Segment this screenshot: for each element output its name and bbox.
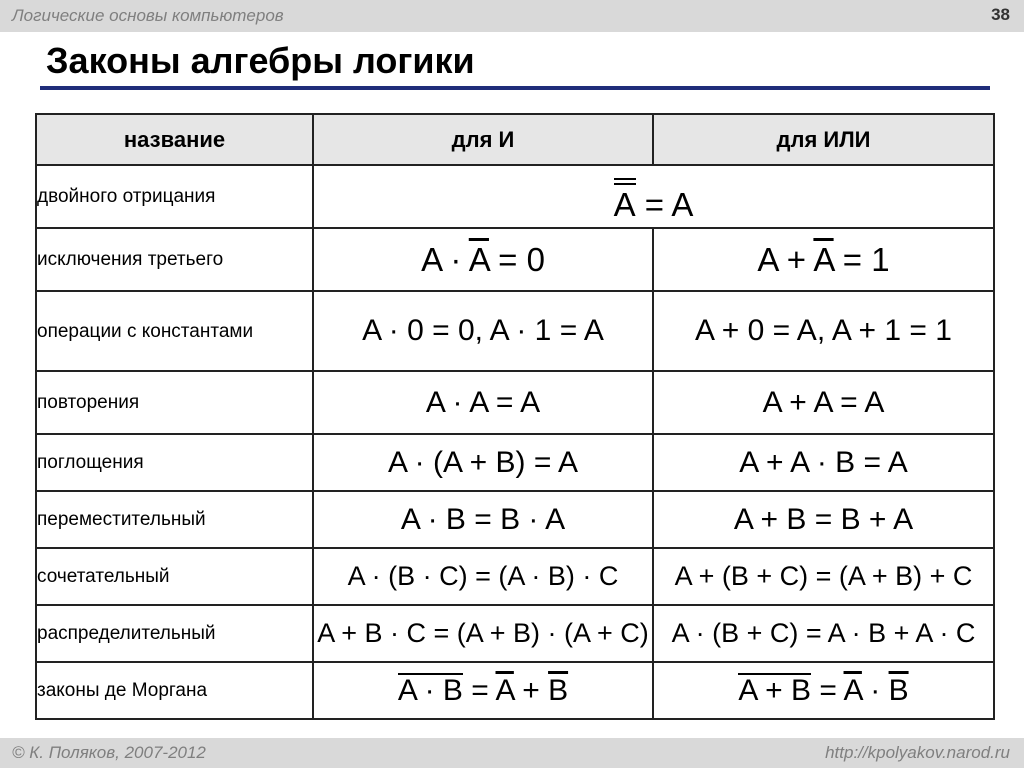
law-name: двойного отрицания bbox=[36, 165, 313, 228]
table-row bbox=[36, 228, 994, 291]
formula-and: $A \cdot \overline{A} = 0$ bbox=[313, 228, 653, 291]
formula-or: A + A · B = A bbox=[653, 434, 994, 491]
slide-footer bbox=[0, 738, 1024, 768]
formula-and: A · (B · C) = (A · B) · C bbox=[313, 548, 653, 605]
page-title: Законы алгебры логики bbox=[46, 40, 475, 81]
column-header-and: для И bbox=[313, 114, 653, 165]
course-subject: Логические основы компьютеров bbox=[12, 6, 284, 25]
formula-or: A + B = B + A bbox=[653, 491, 994, 548]
law-name: законы де Моргана bbox=[36, 662, 313, 719]
copyright-text: © К. Поляков, 2007-2012 bbox=[12, 743, 206, 762]
formula-and: $A \cdot B = \overline{A} + \overline{B}$ bbox=[313, 662, 653, 719]
formula-or: A + A = A bbox=[653, 371, 994, 434]
table-row bbox=[36, 662, 994, 719]
table-row bbox=[36, 291, 994, 371]
law-name: поглощения bbox=[36, 434, 313, 491]
slide-header bbox=[0, 0, 1024, 32]
formula-and: A · (A + B) = A bbox=[313, 434, 653, 491]
formula-double-negation: A = A bbox=[313, 165, 994, 228]
table-row bbox=[36, 605, 994, 662]
law-name: переместительный bbox=[36, 491, 313, 548]
law-name: исключения третьего bbox=[36, 228, 313, 291]
formula-and: A · B = B · A bbox=[313, 491, 653, 548]
table-row bbox=[36, 371, 994, 434]
formula-or: A + (B + C) = (A + B) + C bbox=[653, 548, 994, 605]
laws-table bbox=[35, 113, 995, 720]
formula-or: $A + B = \overline{A} \cdot \overline{B}$ bbox=[653, 662, 994, 719]
formula-and: A · A = A bbox=[313, 371, 653, 434]
table-header-row bbox=[36, 114, 994, 165]
formula-and: A · 0 = 0, A · 1 = A bbox=[313, 291, 653, 371]
law-name: операции с константами bbox=[36, 291, 313, 371]
column-header-or: для ИЛИ bbox=[653, 114, 994, 165]
table-row bbox=[36, 434, 994, 491]
formula-or: A · (B + C) = A · B + A · C bbox=[653, 605, 994, 662]
formula-or: A + 0 = A, A + 1 = 1 bbox=[653, 291, 994, 371]
formula-and: A + B · C = (A + B) · (A + C) bbox=[313, 605, 653, 662]
table-row bbox=[36, 165, 994, 228]
formula-or: $A + \overline{A} = 1$ bbox=[653, 228, 994, 291]
table-row bbox=[36, 491, 994, 548]
law-name: распределительный bbox=[36, 605, 313, 662]
law-name: повторения bbox=[36, 371, 313, 434]
table-row bbox=[36, 548, 994, 605]
site-url: http://kpolyakov.narod.ru bbox=[825, 743, 1010, 762]
law-name: сочетательный bbox=[36, 548, 313, 605]
page-number: 38 bbox=[991, 5, 1010, 24]
title-underline bbox=[40, 86, 990, 90]
column-header-name: название bbox=[36, 114, 313, 165]
